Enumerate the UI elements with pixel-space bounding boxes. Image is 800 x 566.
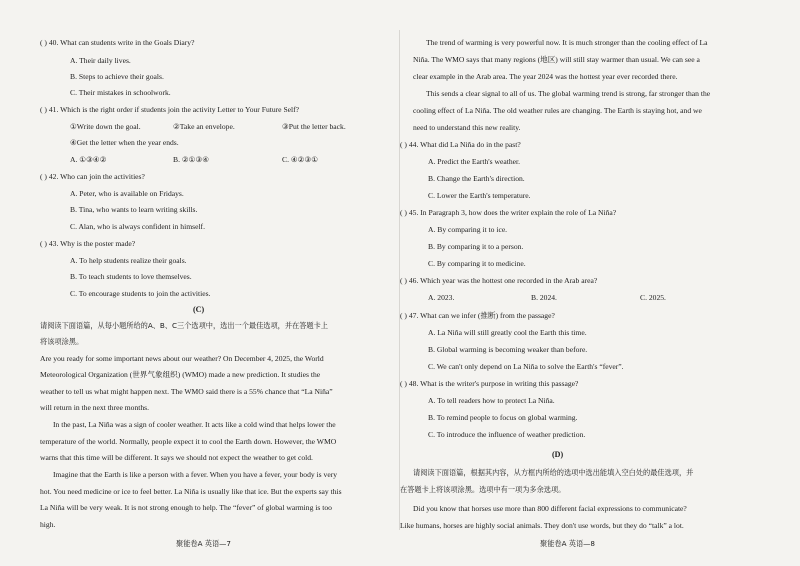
question-41-step-2: ②Take an envelope. xyxy=(173,122,235,131)
question-46-stem: ( ) 46. Which year was the hottest one recorded in the Arab area? xyxy=(400,276,598,285)
question-45-stem: ( ) 45. In Paragraph 3, how does the writer explain the role of La Niña? xyxy=(400,208,617,217)
passage-c-p2-line-2: temperature of the world. Normally, people expect it to cool the Earth down. However, the WMO xyxy=(40,437,337,446)
question-48-option-c: C. To introduce the influence of weather prediction. xyxy=(428,430,586,439)
section-d-heading: (D) xyxy=(552,450,564,459)
passage-c-p4-line-3: clear example in the Arab area. The year 2024 was the hottest year ever recorded there. xyxy=(413,72,678,81)
question-47-stem: ( ) 47. What can we infer (推断) from the passage? xyxy=(400,311,555,320)
question-40-option-b: B. Steps to achieve their goals. xyxy=(70,72,164,81)
question-41-stem: ( ) 41. Which is the right order if students join the activity Letter to Your Future Self? xyxy=(40,105,300,114)
page-footer-right: 聚能卷A 英语—8 xyxy=(540,539,595,548)
question-42-stem: ( ) 42. Who can join the activities? xyxy=(40,172,145,181)
question-42-option-a: A. Peter, who is available on Fridays. xyxy=(70,189,184,198)
section-c-heading: (C) xyxy=(193,305,205,314)
question-41-step-1: ①Write down the goal. xyxy=(70,122,141,131)
right-page xyxy=(400,0,800,566)
question-41-option-c: C. ④②③① xyxy=(282,155,319,164)
question-46-option-a: A. 2023. xyxy=(428,293,455,302)
passage-c-p3-line-4: high. xyxy=(40,520,56,529)
question-44-option-a: A. Predict the Earth's weather. xyxy=(428,157,521,166)
section-d-instruction-line-2: 在答题卡上将该项涂黑。选项中有一项为多余选项。 xyxy=(400,485,566,494)
question-41-step-3: ③Put the letter back. xyxy=(282,122,346,131)
question-46-option-b: B. 2024. xyxy=(531,293,557,302)
section-d-instruction-line-1: 请阅读下面语篇，根据其内容，从方框内所给的选项中选出能填入空白处的最佳选项，并 xyxy=(413,468,694,477)
passage-c-p2-line-3: warns that this time will be different. It says we should not expect the weather to get cold. xyxy=(40,453,313,462)
question-48-option-b: B. To remind people to focus on global warming. xyxy=(428,413,578,422)
section-c-instruction-line-1: 请阅读下面语篇，从每小题所给的A、B、C三个选项中，选出一个最佳选项，并在答题卡上 xyxy=(40,321,328,330)
question-45-option-b: B. By comparing it to a person. xyxy=(428,242,524,251)
question-43-option-b: B. To teach students to love themselves. xyxy=(70,272,192,281)
passage-c-p3-line-1: Imagine that the Earth is like a person with a fever. When you have a fever, your body is very xyxy=(53,470,338,479)
question-42-option-c: C. Alan, who is always confident in himself. xyxy=(70,222,205,231)
question-41-option-b: B. ②①③④ xyxy=(173,155,210,164)
passage-c-p2-line-1: In the past, La Niña was a sign of cooler weather. It acts like a cold wind that helps lower the xyxy=(53,420,336,429)
question-44-option-b: B. Change the Earth's direction. xyxy=(428,174,525,183)
question-40-option-a: A. Their daily lives. xyxy=(70,56,131,65)
passage-c-p1-line-1: Are you ready for some important news about our weather? On December 4, 2025, the World xyxy=(40,354,324,363)
passage-c-p4-line-2: Niña. The WMO says that many regions (地区) will still stay warmer than usual. We can see a xyxy=(413,55,700,64)
question-47-option-b: B. Global warming is becoming weaker than before. xyxy=(428,345,588,354)
question-40-stem: ( ) 40. What can students write in the Goals Diary? xyxy=(40,38,195,47)
question-44-stem: ( ) 44. What did La Niña do in the past? xyxy=(400,140,521,149)
question-45-option-a: A. By comparing it to ice. xyxy=(428,225,508,234)
question-41-option-a: A. ①③④② xyxy=(70,155,107,164)
question-42-option-b: B. Tina, who wants to learn writing skills. xyxy=(70,205,198,214)
question-45-option-c: C. By comparing it to medicine. xyxy=(428,259,526,268)
question-43-option-c: C. To encourage students to join the activities. xyxy=(70,289,211,298)
section-c-instruction-line-2: 将该项涂黑。 xyxy=(40,337,84,346)
question-44-option-c: C. Lower the Earth's temperature. xyxy=(428,191,531,200)
question-43-stem: ( ) 43. Why is the poster made? xyxy=(40,239,136,248)
passage-c-p5-line-2: cooling effect of La Niña. The old weather rules are changing. The Earth is staying hot, and we xyxy=(413,106,702,115)
question-47-option-a: A. La Niña will still greatly cool the Earth this time. xyxy=(428,328,587,337)
passage-c-p5-line-1: This sends a clear signal to all of us. The global warming trend is strong, far stronger than the xyxy=(426,89,711,98)
passage-d-p1-line-2: Like humans, horses are highly social animals. They don't use words, but they do “talk” a lot. xyxy=(400,521,684,530)
passage-c-p3-line-3: La Niña will be very weak. It is not strong enough to help. The “fever” of global warming is too xyxy=(40,503,332,512)
passage-d-p1-line-1: Did you know that horses use more than 800 different facial expressions to communicate? xyxy=(413,504,687,513)
question-48-stem: ( ) 48. What is the writer's purpose in writing this passage? xyxy=(400,379,579,388)
question-48-option-a: A. To tell readers how to protect La Niña. xyxy=(428,396,555,405)
passage-c-p1-line-2: Meteorological Organization (世界气象组织) (WMO) made a new prediction. It studies the xyxy=(40,370,321,379)
passage-c-p3-line-2: hot. You need medicine or ice to feel better. La Niña is usually like that ice. But the experts say this xyxy=(40,487,342,496)
question-47-option-c: C. We can't only depend on La Niña to solve the Earth's “fever”. xyxy=(428,362,624,371)
page-footer-left: 聚能卷A 英语—7 xyxy=(176,539,231,548)
passage-c-p5-line-3: need to understand this new reality. xyxy=(413,123,521,132)
question-41-step-4: ④Get the letter when the year ends. xyxy=(70,138,179,147)
question-43-option-a: A. To help students realize their goals. xyxy=(70,256,187,265)
question-46-option-c: C. 2025. xyxy=(640,293,666,302)
passage-c-p1-line-4: will return in the next three months. xyxy=(40,403,150,412)
passage-c-p4-line-1: The trend of warming is very powerful now. It is much stronger than the cooling effect of La xyxy=(426,38,708,47)
passage-c-p1-line-3: weather to tell us what might happen next. The WMO said there is a 55% chance that “La Niña” xyxy=(40,387,333,396)
question-40-option-c: C. Their mistakes in schoolwork. xyxy=(70,88,171,97)
